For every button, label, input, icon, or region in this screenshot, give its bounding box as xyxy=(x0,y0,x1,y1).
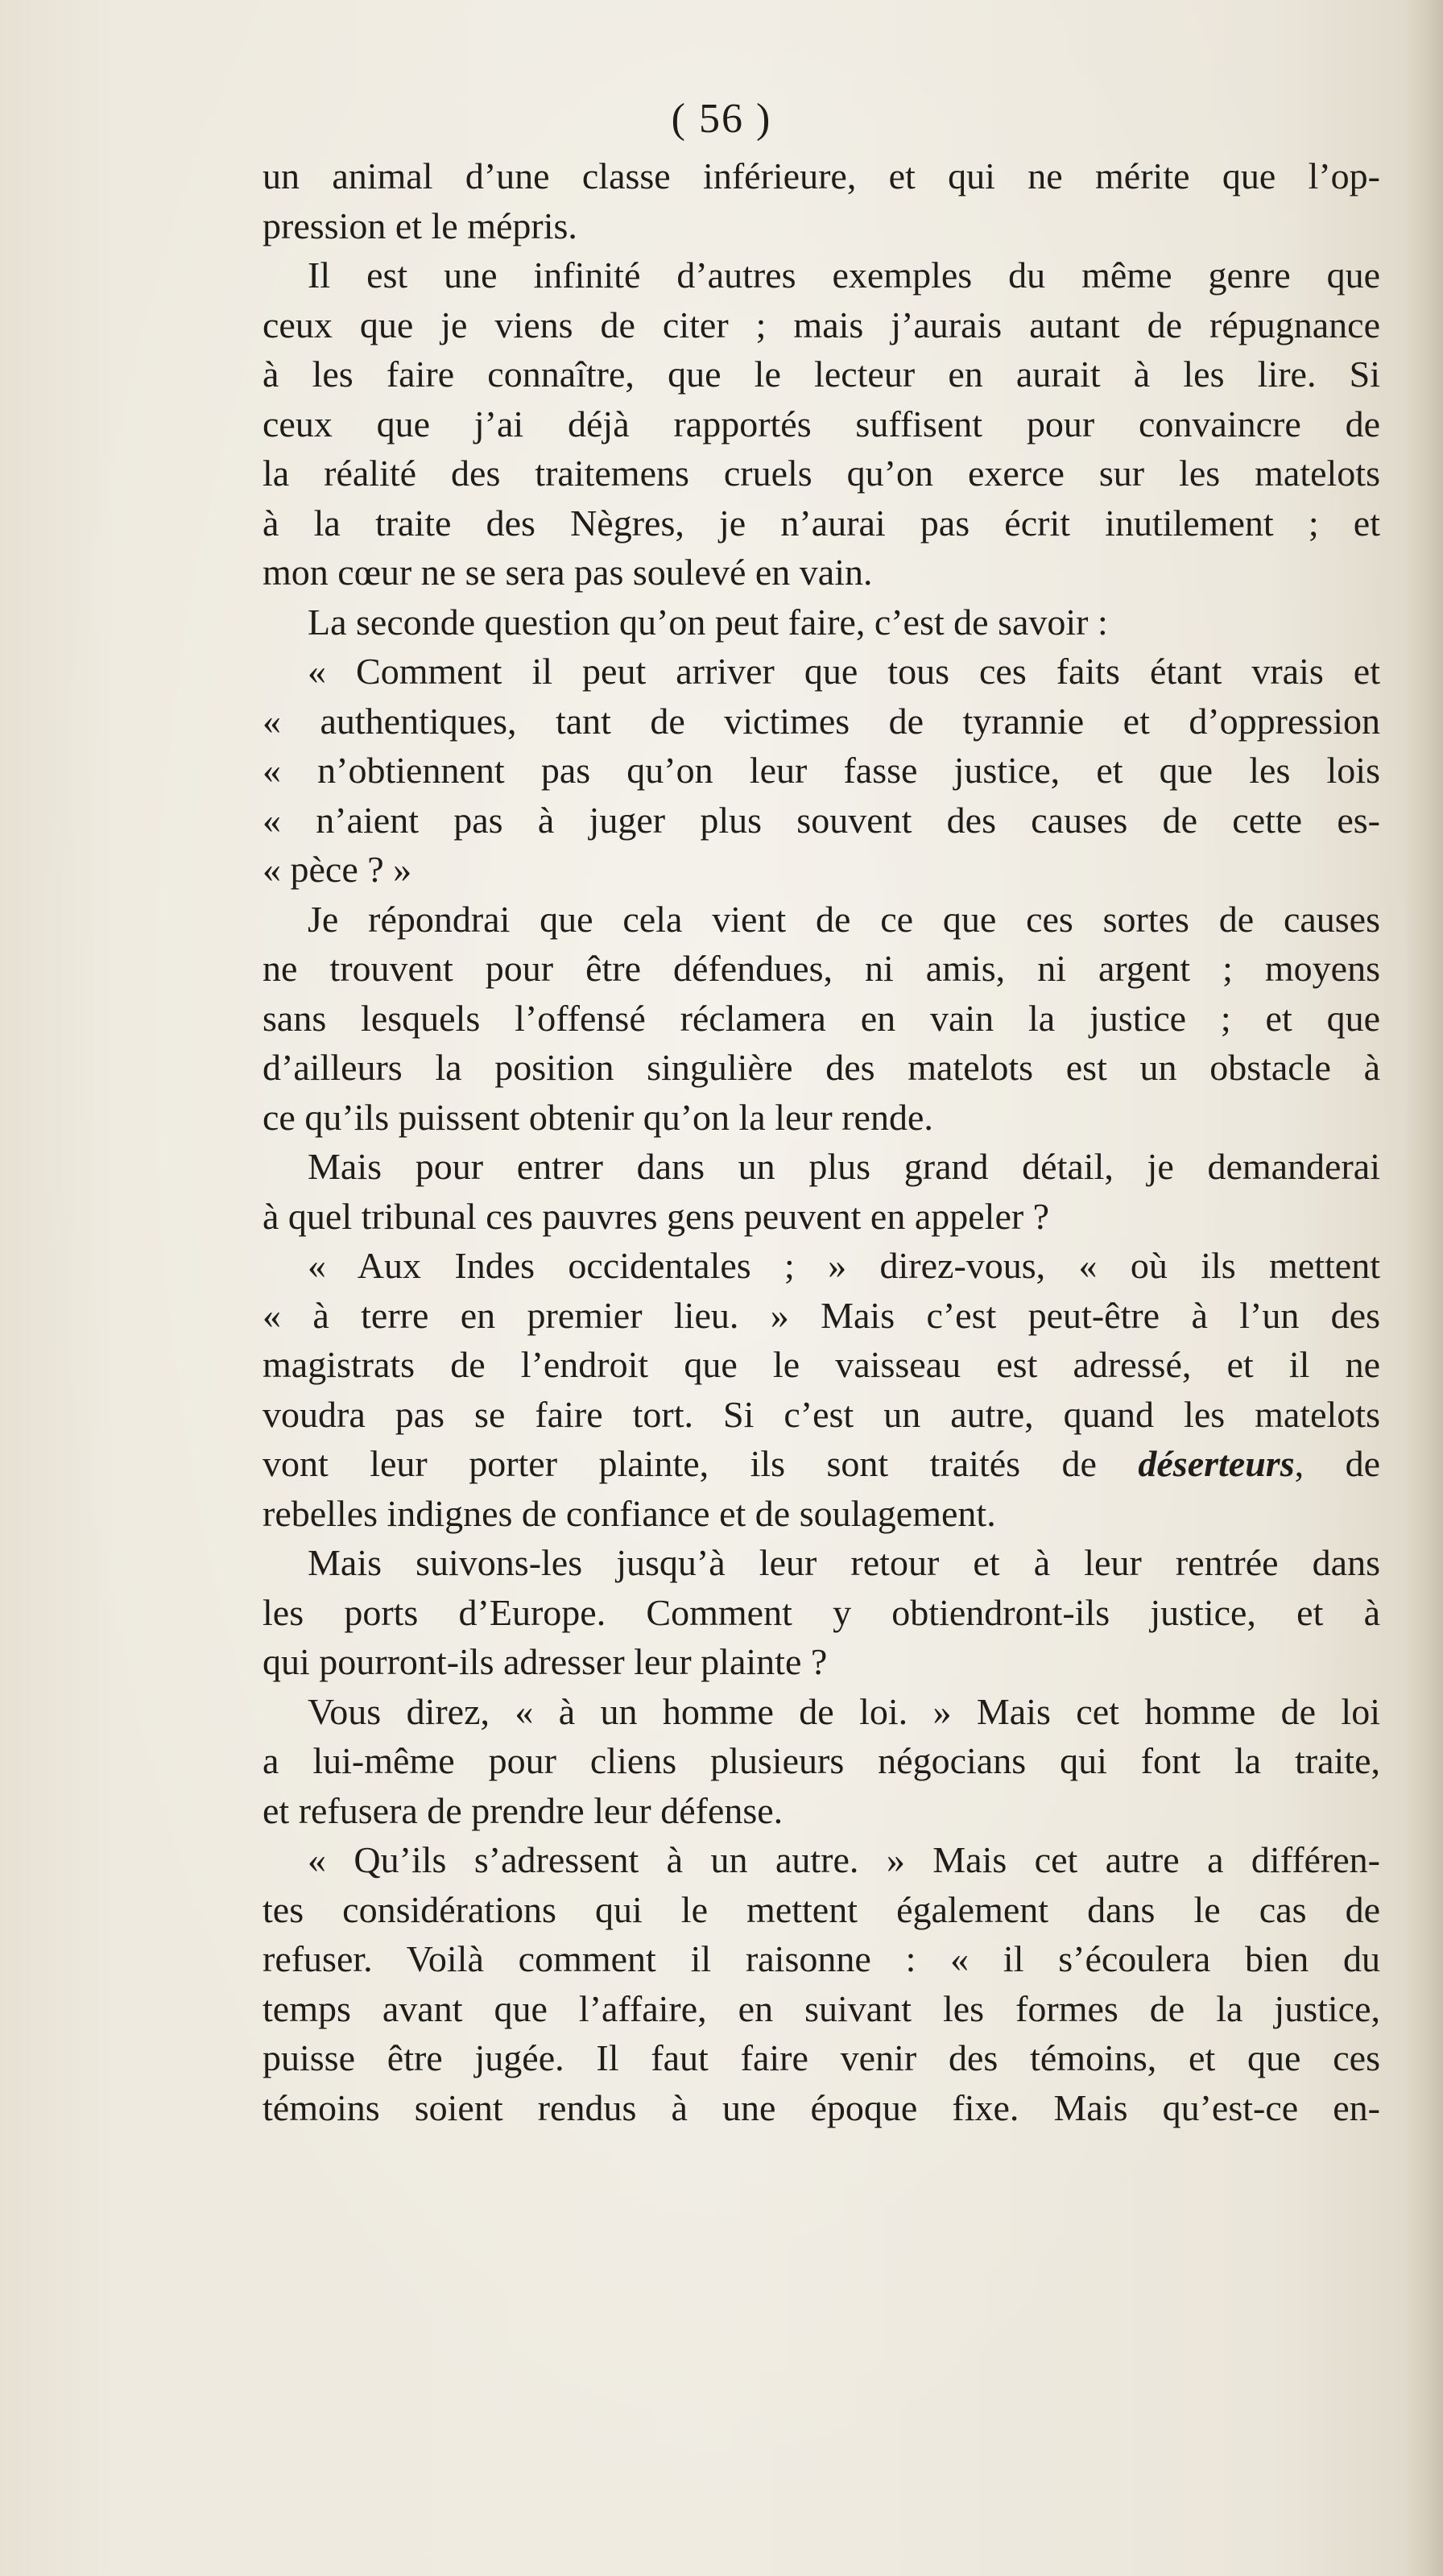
text-line xyxy=(263,1637,1380,1687)
text-line xyxy=(263,1736,1380,1786)
line-text: à les faire connaître, que le lecteur en aurait à les lire. Si xyxy=(263,354,1380,395)
text-line xyxy=(263,1489,1380,1539)
line-text: ceux que j’ai déjà rapportés suffisent pour convaincre de xyxy=(263,403,1380,444)
text-line xyxy=(263,151,1380,201)
line-text: « Comment il peut arriver que tous ces faits étant vrais et xyxy=(308,651,1380,692)
line-text: Il est une infinité d’autres exemples du même genre que xyxy=(308,254,1380,296)
text-line xyxy=(263,349,1380,399)
text-line xyxy=(263,449,1380,498)
text-line xyxy=(263,1291,1380,1341)
text-line xyxy=(263,399,1380,449)
text-line xyxy=(263,647,1380,697)
text-line xyxy=(263,1687,1380,1737)
line-text: tes considérations qui le mettent également dans le cas de xyxy=(263,1888,1380,1930)
line-text: refuser. Voilà comment il raisonne : « il s’écoulera bien du xyxy=(263,1938,1380,1979)
text-line xyxy=(263,2033,1380,2083)
line-text: un animal d’une classe inférieure, et qui ne mérite que l’op- xyxy=(263,155,1380,196)
line-text: La seconde question qu’on peut faire, c’est de savoir : xyxy=(308,601,1108,643)
text-line xyxy=(263,845,1380,895)
text-line xyxy=(263,1538,1380,1588)
line-text: magistrats de l’endroit que le vaisseau est adressé, et il ne xyxy=(263,1344,1380,1385)
line-text: Mais suivons-les jusqu’à leur retour et à leur rentrée dans xyxy=(308,1542,1380,1583)
text-line xyxy=(263,944,1380,994)
line-text: Je répondrai que cela vient de ce que ces sortes de causes xyxy=(308,898,1380,940)
line-text: la réalité des traitemens cruels qu’on exerce sur les matelots xyxy=(263,453,1380,494)
line-text: rebelles indignes de confiance et de soulagement. xyxy=(263,1492,996,1534)
line-text: puisse être jugée. Il faut faire venir des témoins, et que ces xyxy=(263,2037,1380,2078)
text-line xyxy=(263,796,1380,846)
line-text: « pèce ? » xyxy=(263,849,412,890)
text-line xyxy=(263,1835,1380,1885)
line-text: sans lesquels l’offensé réclamera en vain la justice ; et que xyxy=(263,997,1380,1039)
line-text: « n’aient pas à juger plus souvent des causes de cette es- xyxy=(263,799,1380,841)
line-text: ce qu’ils puissent obtenir qu’on la leur rende. xyxy=(263,1096,933,1138)
line-text: « Aux Indes occidentales ; » direz-vous, « où ils mettent xyxy=(308,1245,1380,1286)
line-text-after: , de xyxy=(1294,1443,1380,1484)
line-text: « à terre en premier lieu. » Mais c’est peut-être à l’un des xyxy=(263,1294,1380,1336)
text-line xyxy=(263,1588,1380,1638)
line-text: témoins soient rendus à une époque fixe. Mais qu’est-ce en- xyxy=(263,2086,1380,2128)
line-text: pression et le mépris. xyxy=(263,205,577,246)
text-line xyxy=(263,2083,1380,2133)
text-line xyxy=(263,201,1380,251)
line-text: Mais pour entrer dans un plus grand détail, je demanderai xyxy=(308,1146,1380,1187)
line-text: à quel tribunal ces pauvres gens peuvent en appeler ? xyxy=(263,1195,1050,1237)
line-text: Vous direz, « à un homme de loi. » Mais cet homme de loi xyxy=(308,1690,1380,1732)
line-text: qui pourront-ils adresser leur plainte ? xyxy=(263,1641,828,1682)
text-line xyxy=(263,994,1380,1044)
text-line xyxy=(263,1340,1380,1390)
text-line xyxy=(263,1093,1380,1143)
text-line xyxy=(263,1934,1380,1984)
text-line xyxy=(263,697,1380,746)
line-text: mon cœur ne se sera pas soulevé en vain. xyxy=(263,552,873,593)
line-text: ceux que je viens de citer ; mais j’aurais autant de répugnance xyxy=(263,304,1380,345)
line-text: « Qu’ils s’adressent à un autre. » Mais cet autre a différen- xyxy=(308,1839,1380,1880)
text-line xyxy=(263,498,1380,548)
text-line xyxy=(263,548,1380,597)
text-line xyxy=(263,597,1380,647)
italic-word: déserteurs xyxy=(1138,1443,1295,1484)
page-number: ( 56 ) xyxy=(671,96,772,142)
text-line xyxy=(263,1192,1380,1242)
line-text: temps avant que l’affaire, en suivant les formes de la justice, xyxy=(263,1987,1380,2029)
text-line xyxy=(263,1390,1380,1440)
text-line xyxy=(263,895,1380,945)
line-text: d’ailleurs la position singulière des matelots est un obstacle à xyxy=(263,1047,1380,1088)
line-text: et refusera de prendre leur défense. xyxy=(263,1789,784,1831)
text-line xyxy=(263,1439,1380,1489)
text-line xyxy=(263,1885,1380,1935)
line-text: voudra pas se faire tort. Si c’est un autre, quand les matelots xyxy=(263,1393,1380,1435)
line-text: ne trouvent pour être défendues, ni amis, ni argent ; moyens xyxy=(263,948,1380,989)
text-line xyxy=(263,1241,1380,1291)
line-text: vont leur porter plainte, ils sont traités de xyxy=(263,1443,1139,1484)
line-text: « n’obtiennent pas qu’on leur fasse justice, et que les lois xyxy=(263,750,1380,791)
line-text: a lui-même pour cliens plusieurs négocians qui font la traite, xyxy=(263,1740,1380,1781)
line-text: les ports d’Europe. Comment y obtiendront-ils justice, et à xyxy=(263,1591,1380,1633)
line-text: « authentiques, tant de victimes de tyrannie et d’oppression xyxy=(263,700,1380,742)
text-line xyxy=(263,1043,1380,1093)
line-text: à la traite des Nègres, je n’aurai pas écrit inutilement ; et xyxy=(263,502,1380,544)
text-line xyxy=(263,1786,1380,1836)
text-line xyxy=(263,250,1380,300)
text-line xyxy=(263,1142,1380,1192)
text-line xyxy=(263,300,1380,350)
text-line xyxy=(263,746,1380,796)
page-edge-shadow xyxy=(1404,0,1443,2576)
text-line xyxy=(263,1984,1380,2034)
body-text xyxy=(263,151,1380,2132)
